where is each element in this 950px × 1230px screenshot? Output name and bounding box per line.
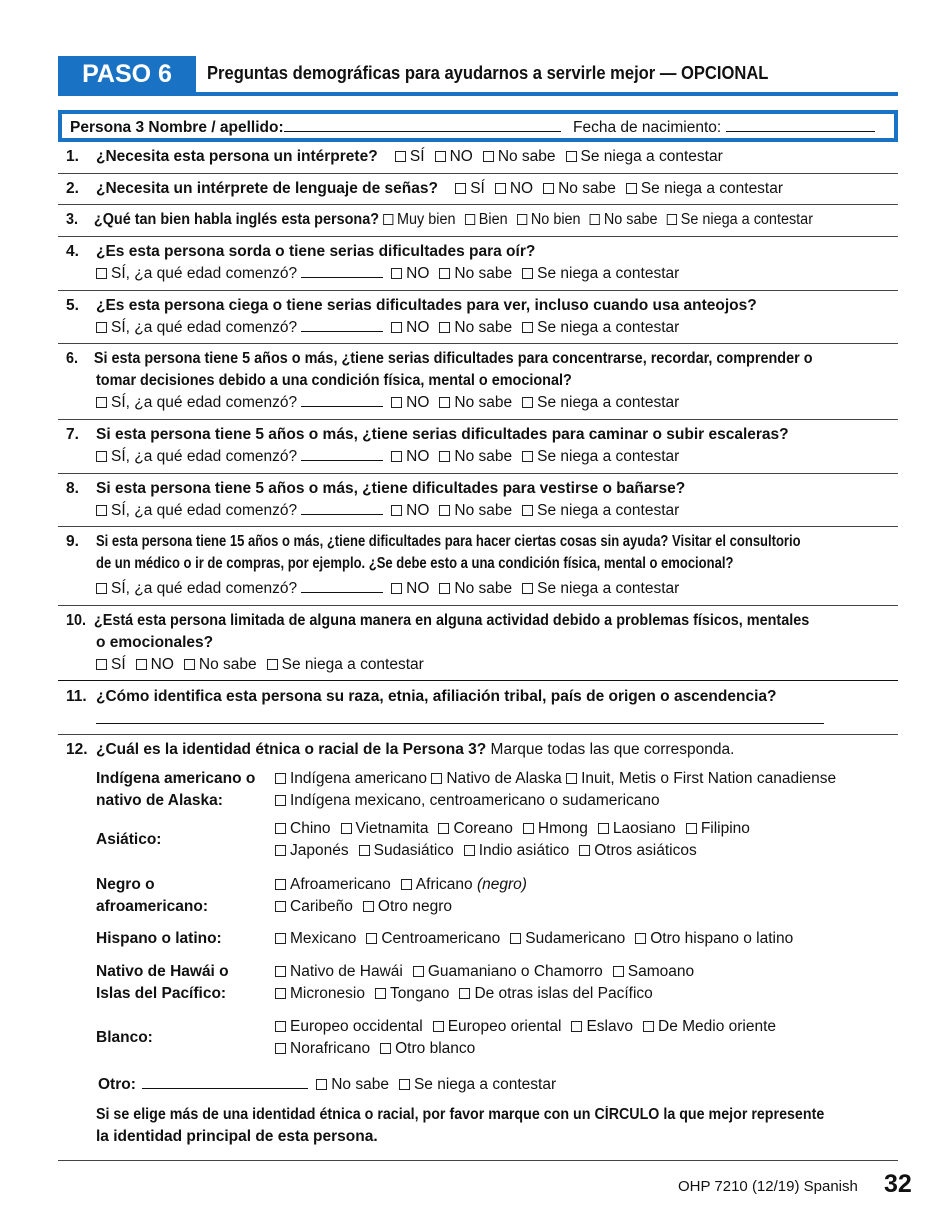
question-text: ¿Cuál es la identidad étnica o racial de la Persona 3? [96, 741, 487, 758]
option-label: Se niega a contestar [680, 211, 814, 228]
option-label: Vietnamita [355, 820, 429, 837]
checkbox[interactable] [391, 397, 402, 408]
section-title: Preguntas demográficas para ayudarnos a servirle mejor — OPCIONAL [207, 63, 769, 83]
category-label: nativo de Alaska: [96, 792, 223, 809]
option-label: Chino [290, 820, 331, 837]
question-7 [58, 420, 898, 474]
checkbox[interactable] [435, 151, 446, 162]
option-label: Se niega a contestar [537, 448, 680, 465]
option-label: No bien [530, 211, 581, 228]
option-label: No sabe [198, 656, 257, 673]
option-label: No sabe [454, 580, 513, 597]
question-number: 9. [66, 533, 79, 550]
question-text: tomar decisiones debido a una condición física, mental o emocional? [96, 372, 572, 389]
option-label: Tongano [389, 985, 450, 1002]
checkbox[interactable] [267, 659, 278, 670]
option-label: De Medio oriente [658, 1018, 777, 1035]
checkbox[interactable] [667, 214, 677, 225]
checkbox[interactable] [363, 901, 374, 912]
option-label: SÍ [111, 656, 126, 673]
question-number: 3. [66, 211, 79, 228]
checkbox[interactable] [96, 397, 107, 408]
option-label: No sabe [331, 1076, 389, 1093]
checkbox[interactable] [566, 773, 577, 784]
checkbox[interactable] [96, 268, 107, 279]
checkbox[interactable] [522, 268, 533, 279]
option-label: No sabe [454, 265, 513, 282]
option-label: Centroamericano [381, 930, 501, 947]
option-label: SÍ [470, 180, 485, 197]
option-label: Eslavo [586, 1018, 633, 1035]
category-label: Indígena americano o [96, 770, 256, 787]
question-text: Si esta persona tiene 5 años o más, ¿tiene serias dificultades para caminar o subir escaleras? [96, 426, 789, 443]
option-label: Africano [415, 876, 473, 893]
option-label: Caribeño [290, 898, 353, 915]
question-4 [58, 237, 898, 291]
age-field[interactable] [301, 581, 383, 593]
option-label: SÍ [409, 148, 425, 165]
checkbox[interactable] [431, 773, 442, 784]
checkbox[interactable] [275, 795, 286, 806]
checkbox[interactable] [275, 933, 286, 944]
question-number: 6. [66, 350, 79, 367]
question-12 [66, 741, 734, 759]
question-text: ¿Es esta persona ciega o tiene serias dificultades para ver, incluso cuando usa anteojos? [96, 297, 757, 314]
category-label: Negro o [96, 876, 155, 893]
option-label: Indio asiático [478, 842, 570, 859]
option-label: Europeo occidental [290, 1018, 423, 1035]
option-label: SÍ, ¿a qué edad comenzó? [111, 502, 298, 519]
checkbox[interactable] [510, 933, 521, 944]
checkbox[interactable] [275, 1043, 286, 1054]
checkbox[interactable] [439, 322, 450, 333]
dob-field[interactable] [726, 118, 875, 132]
checkbox[interactable] [495, 183, 506, 194]
checkbox[interactable] [96, 505, 107, 516]
category-label: afroamericano: [96, 898, 208, 915]
option-label: Nativo de Hawái [290, 963, 403, 980]
option-label: Guamaniano o Chamorro [427, 963, 603, 980]
category-label: Asiático: [96, 831, 162, 848]
option-label: No sabe [603, 211, 658, 228]
question-number: 4. [66, 243, 79, 260]
option-label: Coreano [453, 820, 513, 837]
question-text: Si esta persona tiene 5 años o más, ¿tiene serias dificultades para concentrarse, recordar, comprender o [93, 350, 813, 367]
checkbox[interactable] [401, 879, 412, 890]
checkbox[interactable] [275, 823, 286, 834]
question-instruction: Marque todas las que corresponda. [490, 741, 735, 758]
option-label: Se niega a contestar [640, 180, 784, 197]
dob-label: Fecha de nacimiento: [573, 118, 875, 137]
page-number: 32 [884, 1170, 912, 1198]
option-label: No sabe [454, 448, 513, 465]
question-text: Si esta persona tiene 15 años o más, ¿tiene dificultades para hacer ciertas cosas sin ayuda? Visitar el consultorio [96, 533, 801, 550]
question-text: ¿Está esta persona limitada de alguna manera en alguna actividad debido a problemas físicos, mentales [93, 612, 810, 629]
option-label: Bien [478, 211, 508, 228]
checkbox[interactable] [643, 1021, 654, 1032]
checkbox[interactable] [391, 451, 402, 462]
option-label: Se niega a contestar [580, 148, 723, 165]
category-label: Islas del Pacífico: [96, 985, 227, 1002]
question-2 [58, 174, 898, 205]
question-number: 10. [66, 612, 87, 629]
age-field[interactable] [301, 449, 383, 461]
checkbox[interactable] [439, 397, 450, 408]
question-5 [58, 291, 898, 344]
circle-instruction [96, 1104, 888, 1148]
checkbox[interactable] [635, 933, 646, 944]
question-number: 2. [66, 180, 79, 197]
checkbox[interactable] [275, 988, 286, 999]
option-label: Mexicano [290, 930, 357, 947]
option-label: Laosiano [612, 820, 676, 837]
checkbox[interactable] [391, 505, 402, 516]
checkbox[interactable] [391, 268, 402, 279]
checkbox[interactable] [96, 451, 107, 462]
question-1 [58, 142, 898, 174]
age-field[interactable] [301, 320, 383, 332]
option-label: Sudamericano [525, 930, 626, 947]
person-info-box [58, 110, 898, 142]
checkbox[interactable] [275, 966, 286, 977]
footer-divider [58, 1160, 898, 1161]
question-text: ¿Qué tan bien habla inglés esta persona? [93, 211, 380, 228]
option-label: Indígena mexicano, centroamericano o sudamericano [290, 792, 660, 809]
person-name-field[interactable] [284, 118, 561, 132]
option-label: Se niega a contestar [537, 580, 680, 597]
option-label: No sabe [558, 180, 616, 197]
checkbox[interactable] [391, 583, 402, 594]
question-text: ¿Necesita un intérprete de lenguaje de señas? [96, 180, 438, 197]
option-label: NO [509, 180, 534, 197]
checkbox[interactable] [522, 505, 533, 516]
age-field[interactable] [301, 503, 383, 515]
option-label: NO [150, 656, 174, 673]
question-11 [58, 681, 898, 735]
checkbox[interactable] [626, 183, 637, 194]
option-label: No sabe [497, 148, 556, 165]
form-code: OHP 7210 (12/19) Spanish [678, 1178, 858, 1195]
checkbox[interactable] [96, 583, 107, 594]
step-header [58, 56, 898, 96]
checkbox[interactable] [455, 183, 466, 194]
option-label: Otro negro [377, 898, 453, 915]
option-label: Samoano [627, 963, 695, 980]
question-number: 11. [66, 688, 87, 705]
checkbox[interactable] [439, 451, 450, 462]
option-label: Otro blanco [395, 1040, 476, 1057]
checkbox[interactable] [136, 659, 147, 670]
checkbox[interactable] [522, 451, 533, 462]
question-9 [58, 527, 898, 606]
option-label: SÍ, ¿a qué edad comenzó? [111, 394, 298, 411]
option-label: Se niega a contestar [413, 1076, 557, 1093]
checkbox[interactable] [439, 505, 450, 516]
checkbox[interactable] [275, 1021, 286, 1032]
question-number: 12. [66, 741, 88, 758]
checkbox[interactable] [686, 823, 697, 834]
option-label: SÍ, ¿a qué edad comenzó? [111, 448, 298, 465]
option-label: NO [406, 319, 430, 336]
checkbox[interactable] [438, 823, 449, 834]
ethnicity-other [98, 1076, 566, 1094]
checkbox[interactable] [464, 845, 475, 856]
category-label: Hispano o latino: [96, 930, 222, 947]
age-field[interactable] [301, 395, 383, 407]
question-text: ¿Es esta persona sorda o tiene serias dificultades para oír? [96, 243, 536, 260]
checkbox[interactable] [359, 845, 370, 856]
option-label: Norafricano [290, 1040, 371, 1057]
checkbox[interactable] [413, 966, 424, 977]
other-field[interactable] [142, 1077, 308, 1089]
question-number: 5. [66, 297, 79, 314]
checkbox[interactable] [399, 1079, 410, 1090]
checkbox[interactable] [522, 322, 533, 333]
step-badge: PASO 6 [58, 56, 196, 92]
option-label: Filipino [700, 820, 750, 837]
question-8 [58, 474, 898, 527]
instruction-line: Si se elige más de una identidad étnica o racial, por favor marque con un CÍRCULO la que mejor represente [96, 1106, 825, 1123]
answer-line[interactable] [96, 723, 824, 724]
question-text: ¿Cómo identifica esta persona su raza, etnia, afiliación tribal, país de origen o ascendencia? [96, 688, 777, 705]
checkbox[interactable] [598, 823, 609, 834]
checkbox[interactable] [571, 1021, 582, 1032]
checkbox[interactable] [275, 879, 286, 890]
checkbox[interactable] [341, 823, 352, 834]
question-3 [58, 205, 898, 237]
checkbox[interactable] [522, 397, 533, 408]
question-10 [58, 606, 898, 681]
option-label: Se niega a contestar [537, 265, 680, 282]
checkbox[interactable] [439, 268, 450, 279]
option-label: Indígena americano [290, 770, 428, 787]
option-label: NO [406, 502, 430, 519]
option-label: NO [406, 448, 430, 465]
option-label: Se niega a contestar [537, 502, 680, 519]
question-text: Si esta persona tiene 5 años o más, ¿tiene dificultades para vestirse o bañarse? [96, 480, 686, 497]
option-label: SÍ, ¿a qué edad comenzó? [111, 580, 298, 597]
option-label: Otros asiáticos [594, 842, 697, 859]
option-label: No sabe [454, 319, 513, 336]
checkbox[interactable] [522, 583, 533, 594]
checkbox[interactable] [366, 933, 377, 944]
option-label: No sabe [454, 394, 513, 411]
checkbox[interactable] [439, 583, 450, 594]
option-label: NO [449, 148, 473, 165]
option-note: (negro) [476, 876, 527, 893]
question-number: 1. [66, 148, 79, 165]
checkbox[interactable] [566, 151, 577, 162]
checkbox[interactable] [375, 988, 386, 999]
option-label: Sudasiático [373, 842, 454, 859]
question-text: de un médico o ir de compras, por ejemplo. ¿Se debe esto a una condición física, mental o emocional? [96, 555, 734, 572]
option-label: Japonés [290, 842, 349, 859]
option-label: Otro hispano o latino [650, 930, 794, 947]
question-number: 7. [66, 426, 79, 443]
checkbox[interactable] [380, 1043, 391, 1054]
category-label: Otro: [98, 1076, 136, 1093]
checkbox[interactable] [433, 1021, 444, 1032]
checkbox[interactable] [590, 214, 600, 225]
option-label: Micronesio [290, 985, 365, 1002]
question-number: 8. [66, 480, 79, 497]
option-label: SÍ, ¿a qué edad comenzó? [111, 265, 298, 282]
checkbox[interactable] [483, 151, 494, 162]
checkbox[interactable] [316, 1079, 327, 1090]
category-label: Blanco: [96, 1029, 153, 1046]
option-label: NO [406, 265, 430, 282]
option-label: Europeo oriental [447, 1018, 562, 1035]
option-label: Nativo de Alaska [446, 770, 562, 787]
checkbox[interactable] [613, 966, 624, 977]
option-label: Muy bien [397, 211, 456, 228]
instruction-line: la identidad principal de esta persona. [96, 1128, 378, 1145]
option-label: NO [406, 394, 430, 411]
option-label: Se niega a contestar [281, 656, 424, 673]
question-6 [58, 344, 898, 420]
option-label: NO [406, 580, 430, 597]
option-label: Inuit, Metis o First Nation canadiense [581, 770, 837, 787]
checkbox[interactable] [96, 322, 107, 333]
option-label: Hmong [537, 820, 588, 837]
option-label: Se niega a contestar [537, 319, 680, 336]
checkbox[interactable] [517, 214, 527, 225]
checkbox[interactable] [96, 659, 107, 670]
age-field[interactable] [301, 266, 383, 278]
person-name-label: Persona 3 Nombre / apellido: [70, 118, 561, 137]
checkbox[interactable] [459, 988, 470, 999]
checkbox[interactable] [391, 322, 402, 333]
category-label: Nativo de Hawái o [96, 963, 229, 980]
checkbox[interactable] [543, 183, 554, 194]
checkbox[interactable] [275, 845, 286, 856]
option-label: Se niega a contestar [537, 394, 680, 411]
option-label: Afroamericano [290, 876, 391, 893]
question-text: o emocionales? [96, 634, 214, 651]
checkbox[interactable] [275, 901, 286, 912]
option-label: SÍ, ¿a qué edad comenzó? [111, 319, 298, 336]
checkbox[interactable] [579, 845, 590, 856]
checkbox[interactable] [383, 214, 393, 225]
checkbox[interactable] [395, 151, 406, 162]
checkbox[interactable] [275, 773, 286, 784]
option-label: De otras islas del Pacífico [474, 985, 653, 1002]
option-label: No sabe [454, 502, 513, 519]
checkbox[interactable] [184, 659, 195, 670]
checkbox[interactable] [465, 214, 475, 225]
checkbox[interactable] [523, 823, 534, 834]
question-text: ¿Necesita esta persona un intérprete? [96, 148, 378, 165]
